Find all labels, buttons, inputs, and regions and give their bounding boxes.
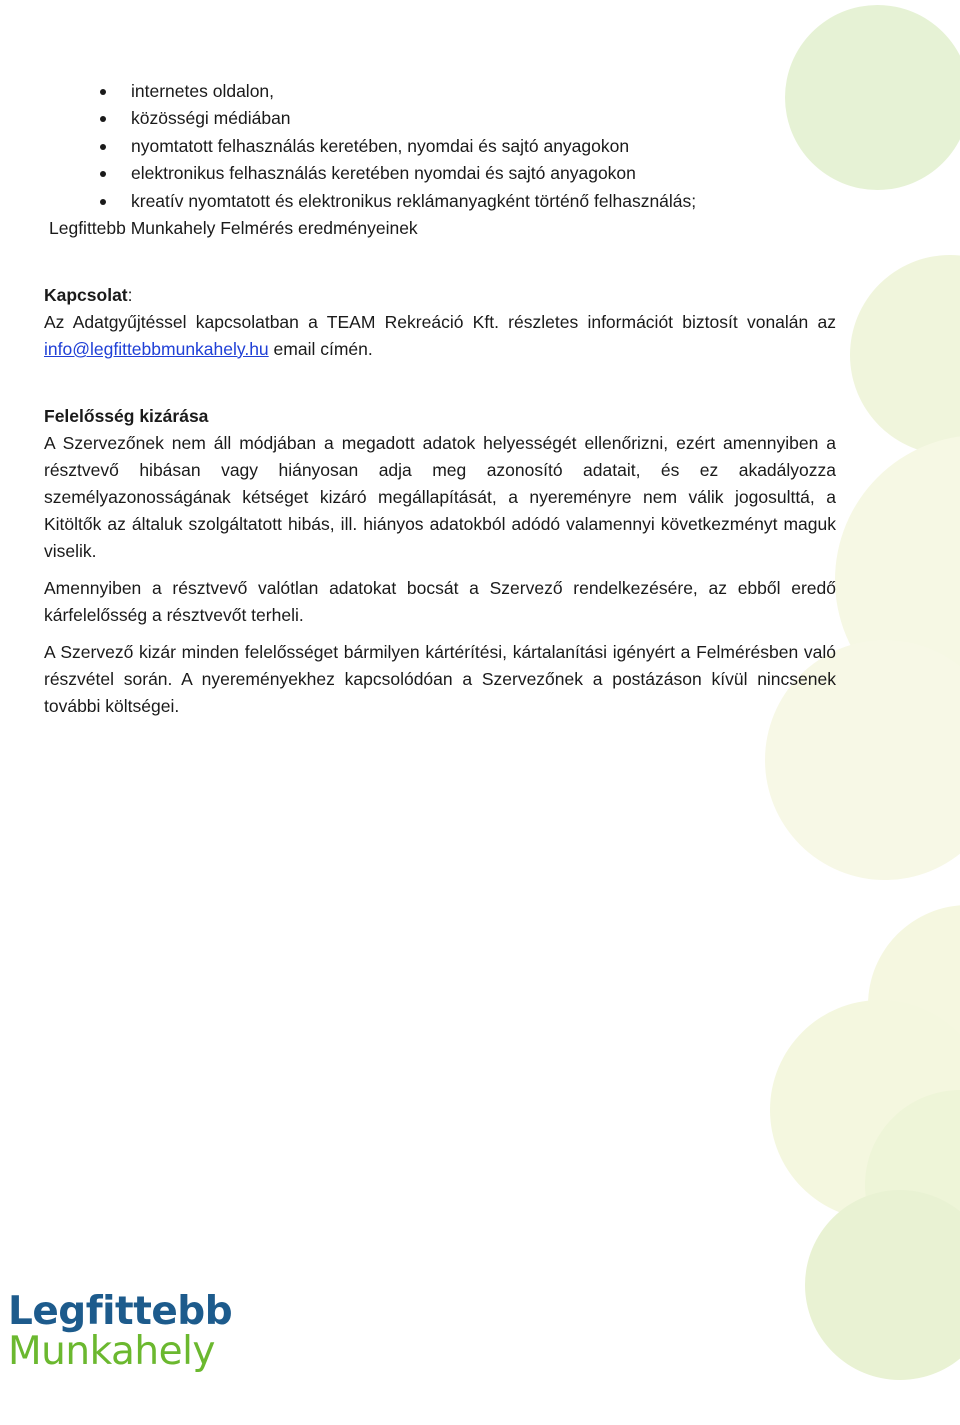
list-item-text: nyomtatott felhasználás keretében, nyomdai és sajtó anyagokon xyxy=(131,135,630,156)
contact-paragraph xyxy=(44,309,836,363)
list-item-text: internetes oldalon, xyxy=(131,81,275,101)
list-item xyxy=(44,133,836,160)
bullet-icon xyxy=(100,199,106,205)
bullet-icon xyxy=(100,116,106,122)
decorative-circle xyxy=(805,1190,960,1380)
disclaimer-heading: Felelősség kizárása xyxy=(44,405,209,426)
contact-text: Az Adatgyűjtéssel kapcsolatban a TEAM Rekreáció Kft. részletes információt biztosít vonalán az xyxy=(44,311,836,332)
legfittebb-munkahely-logo xyxy=(8,1289,233,1374)
bullet-icon xyxy=(100,89,106,95)
usage-list xyxy=(44,78,836,215)
disclaimer-section xyxy=(44,403,836,720)
list-item xyxy=(44,78,836,105)
logo-line-2: Munkahely xyxy=(8,1329,216,1374)
contact-heading-suffix: : xyxy=(127,284,133,305)
list-item xyxy=(44,160,836,187)
disclaimer-paragraph: Amennyiben a résztvevő valótlan adatokat bocsát a Szervező rendelkezésére, az ebből eredő kárfelelősség a résztvevőt terheli. xyxy=(44,577,836,625)
disclaimer-paragraph: A Szervezőnek nem áll módjában a megadott adatok helyességét ellenőrizni, ezért amennyiben a résztvevő hibásan vagy hiányosan adja meg azonosító adatait, és ez akadályozza személyazonosságának kétséget kizáró megállapítását, a nyereményre nem válik jogosulttá, a Kitöltők az általuk szolgáltatott hibás, ill. hiányos adatokból adódó valamennyi következményt maguk viselik. xyxy=(44,432,836,561)
list-item xyxy=(44,188,836,215)
contact-text-end: email címén. xyxy=(268,338,373,359)
disclaimer-paragraph: A Szervező kizár minden felelősséget bármilyen kártérítési, kártalanítási igényért a Felmérésben való részvétel során. A nyereményekhez kapcsolódóan a Szervezőnek a postázáson kívül nincsenek további költségei. xyxy=(44,641,836,716)
bullet-icon xyxy=(100,144,106,150)
contact-heading-line xyxy=(44,282,836,309)
list-continuation: Legfittebb Munkahely Felmérés eredményeinek xyxy=(49,217,418,238)
logo-line-1: Legfittebb xyxy=(8,1289,233,1334)
list-item-text: kreatív nyomtatott és elektronikus reklámanyagként történő felhasználás; xyxy=(131,190,697,211)
contact-heading: Kapcsolat xyxy=(44,284,128,305)
contact-section xyxy=(44,282,836,363)
list-item-text: elektronikus felhasználás keretében nyomdai és sajtó anyagokon xyxy=(131,163,636,184)
decorative-circle xyxy=(850,255,960,455)
bullet-icon xyxy=(100,171,106,177)
email-link[interactable]: info@legfittebbmunkahely.hu xyxy=(44,338,269,359)
list-item xyxy=(44,105,836,132)
document-body xyxy=(44,78,836,720)
list-item-text: közösségi médiában xyxy=(131,108,291,129)
